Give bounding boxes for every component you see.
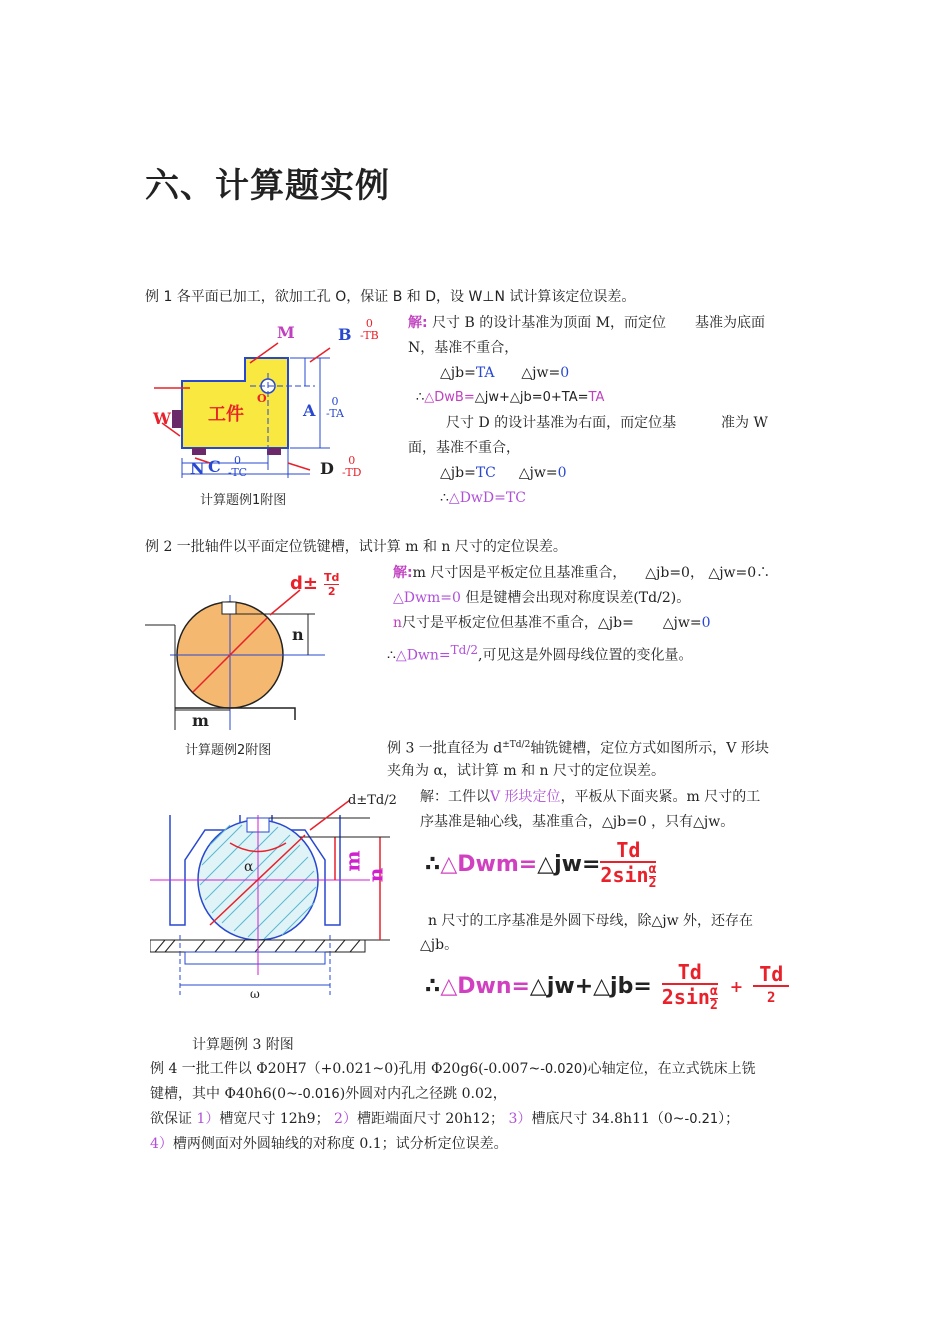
ex1-sol-line5: 尺寸 D 的设计基准为右面，而定位基 准为 W	[446, 415, 768, 431]
ex3-formula-n-frac: Td 2sin $\frac{\alpha}{2}$	[661, 959, 718, 1013]
ex1-sol-line1: 解: 尺寸 B 的设计基准为顶面 M，而定位 基准为底面	[408, 315, 765, 331]
ex4-line2: 键槽，其中 Φ40h6(0~-0.016)外圆对内孔之径跳 0.02，	[150, 1086, 507, 1102]
ex3-formula-m: ∴ △Dwm= △jw= Td 2sin $\frac{\alpha}{2}$	[425, 837, 657, 891]
ex1-label-m: M	[277, 323, 295, 342]
ex1-label-c-tol: 0 -TC	[228, 454, 248, 479]
ex1-caption: 计算题例1附图	[200, 493, 287, 508]
ex1-question: 例 1 各平面已加工，欲加工孔 O，保证 B 和 D，设 W⊥N 试计算该定位误差。	[145, 289, 636, 305]
ex1-label-a-tol: 0 -TA	[326, 395, 345, 420]
ex1-part-label: 工件	[208, 404, 244, 425]
ex4-line1: 例 4 一批工件以 Φ20H7（+0.021~0)孔用 Φ20g6(-0.007~-0.020)心轴定位，在立式铣床上铣	[150, 1061, 756, 1077]
ex2-sol-line4: ∴△Dwn=$^{Td/2}$,可见这是外圆母线位置的变化量。	[387, 643, 693, 664]
ex2-question: 例 2 一批轴件以平面定位铣键槽，试计算 m 和 n 尺寸的定位误差。	[145, 539, 567, 555]
ex1-label-w: W	[153, 409, 171, 428]
ex1-label-a: A	[303, 401, 316, 420]
ex1-sol-line3: △jb=TA △jw=0	[440, 365, 570, 381]
ex2-caption: 计算题例2附图	[185, 743, 272, 758]
ex1-sol-line8: ∴△DwD=TC	[440, 490, 526, 506]
ex3-sol-line4: △jb。	[420, 937, 459, 953]
ex3-formula-n-frac2: $\frac{Td}{2}$	[753, 963, 789, 1009]
ex1-sol-line4: ∴△DwB=△jw+△jb=0+TA=TA	[416, 390, 605, 405]
page-title: 六、计算题实例	[145, 166, 390, 206]
ex2-label-td-frac: Td 2	[324, 571, 340, 598]
ex3-question-line1: 例 3 一批直径为 $d^{\pm Td/2}$轴铣键槽，定位方式如图所示，V 形块	[387, 740, 769, 757]
ex3-label-w: ω	[250, 987, 260, 1001]
ex3-sol-line1: 解：工件以V 形块定位，平板从下面夹紧。m 尺寸的工	[420, 789, 761, 805]
ex1-sol-line7: △jb=TC △jw=0	[440, 465, 567, 481]
ex1-label-o: O	[257, 392, 267, 405]
ex2-keyway	[222, 602, 236, 614]
ex1-label-d-tol: 0 -TD	[342, 454, 362, 479]
ex3-question-line2: 夹角为 α，试计算 m 和 n 尺寸的定位误差。	[387, 763, 665, 779]
ex4-line3: 欲保证 1）槽宽尺寸 12h9； 2）槽距端面尺寸 20h12； 3）槽底尺寸 34.8h11（0~-0.21）；	[150, 1111, 740, 1127]
ex1-bottom-block-left	[192, 448, 206, 455]
ex3-sol-line3: n 尺寸的工序基准是外圆下母线，除△jw 外，还存在	[428, 913, 754, 929]
ex4-line4: 4）槽两侧面对外圆轴线的对称度 0.1；试分析定位误差。	[150, 1136, 508, 1152]
ex3-formula-n: ∴ △Dwn= △jw+△jb= Td 2sin $\frac{\alpha}{2}$ + $\frac{Td}{2}$	[425, 955, 789, 1017]
ex1-label-d: D	[320, 459, 334, 478]
ex1-sol-line6: 面，基准不重合，	[408, 440, 520, 456]
ex3-caption: 计算题例 3 附图	[192, 1037, 294, 1053]
ex3-figure	[150, 785, 390, 1000]
ex1-label-c: C	[208, 457, 221, 476]
ex2-label-d: d±	[290, 573, 318, 594]
ex1-sol-line2: N，基准不重合，	[408, 340, 519, 356]
ex2-sol-line2: △Dwm=0 但是键槽会出现对称度误差(Td/2)。	[393, 590, 691, 606]
ex2-label-m: m	[192, 711, 209, 730]
ex1-label-b-tol: 0 -TB	[360, 317, 379, 342]
ex1-label-b: B	[338, 325, 352, 344]
ex1-label-n: N	[190, 459, 205, 478]
ex1-workpiece	[182, 358, 288, 448]
ex3-label-n: n	[363, 867, 388, 883]
ex3-label-d: d±Td/2	[348, 793, 397, 808]
ex2-label-n: n	[292, 625, 304, 644]
ex1-bottom-block-right	[267, 448, 281, 455]
ex3-formula-m-frac: Td 2sin $\frac{\alpha}{2}$	[600, 837, 657, 891]
ex3-label-m: m	[340, 850, 365, 872]
ex2-figure	[140, 570, 340, 738]
ex2-sol-line3: n尺寸是平板定位但基准不重合，△jb= △jw=0	[393, 615, 711, 631]
ex2-sol-line1: 解:m 尺寸因是平板定位且基准重合， △jb=0， △jw=0∴	[393, 565, 771, 581]
ex3-sol-line2: 序基准是轴心线，基准重合，△jb=0 ，只有△jw。	[420, 814, 735, 830]
ex3-label-alpha: α	[244, 859, 254, 875]
ex1-side-block	[172, 410, 182, 428]
